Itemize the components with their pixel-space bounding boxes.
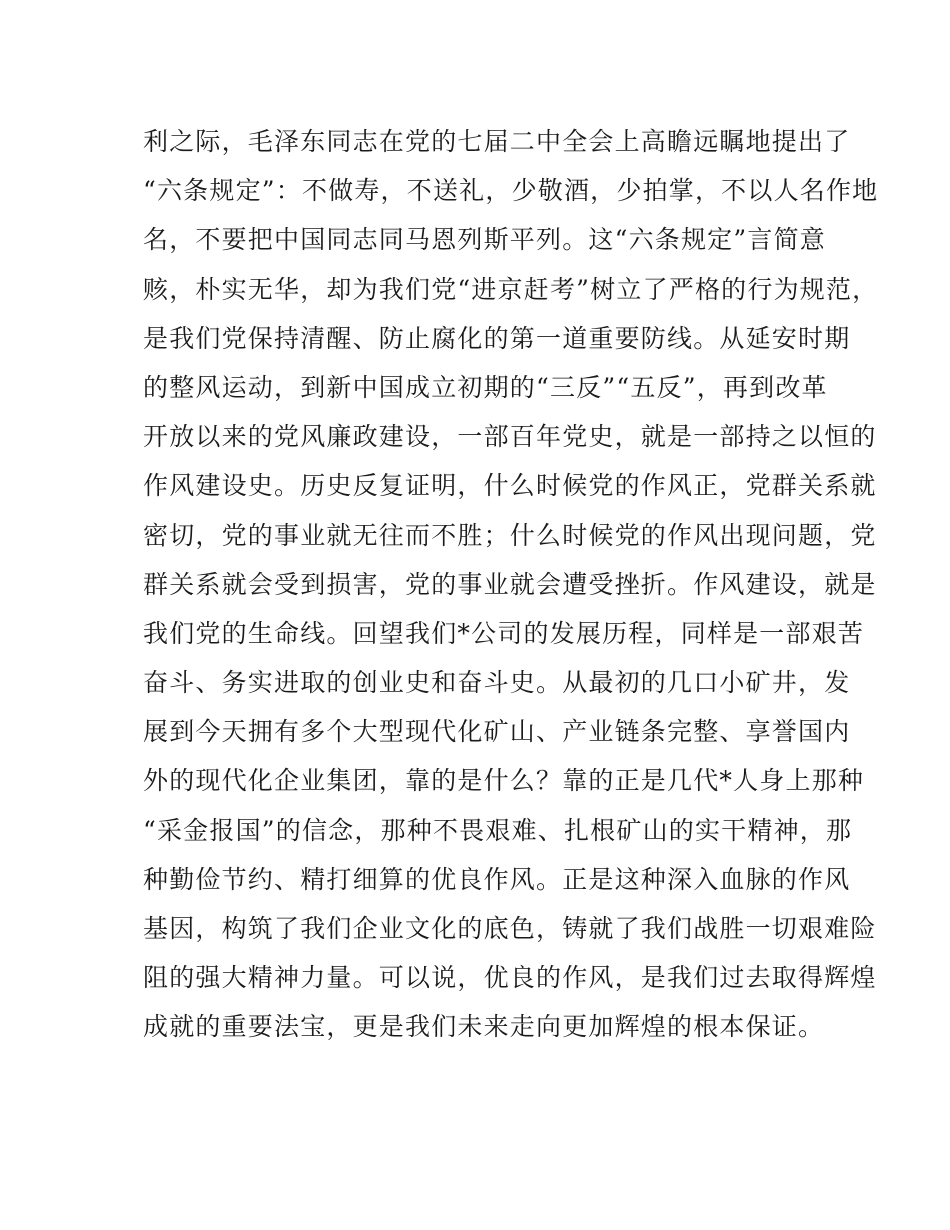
text-line-12: 奋斗、务实进取的创业史和奋斗史。从最初的几口小矿井，发	[143, 668, 851, 698]
text-line-5: 是我们党保持清醒、防止腐化的第一道重要防线。从延安时期	[143, 323, 851, 353]
text-line-3: 名，不要把中国同志同马恩列斯平列。这“六条规定”言简意	[143, 225, 826, 255]
text-line-6: 的整风运动，到新中国成立初期的“三反”“五反”，再到改革	[143, 372, 828, 402]
text-line-16: 种勤俭节约、精打细算的优良作风。正是这种深入血脉的作风	[143, 864, 851, 894]
text-line-15: “采金报国”的信念，那种不畏艰难、扎根矿山的实干精神，那	[143, 815, 853, 845]
text-line-14: 外的现代化企业集团，靠的是什么？靠的正是几代*人身上那种	[143, 766, 865, 796]
text-line-4: 赅，朴实无华，却为我们党“进京赶考”树立了严格的行为规范，	[143, 274, 879, 304]
text-line-10: 群关系就会受到损害，党的事业就会遭受挫折。作风建设，就是	[143, 569, 877, 599]
text-line-13: 展到今天拥有多个大型现代化矿山、产业链条完整、享誉国内	[143, 717, 851, 747]
text-line-19: 成就的重要法宝，更是我们未来走向更加辉煌的根本保证。	[143, 1012, 825, 1042]
text-line-18: 阻的强大精神力量。可以说，优良的作风，是我们过去取得辉煌	[143, 963, 877, 993]
text-line-11: 我们党的生命线。回望我们*公司的发展历程，同样是一部艰苦	[143, 618, 865, 648]
text-line-1: 利之际，毛泽东同志在党的七届二中全会上高瞻远瞩地提出了	[143, 127, 851, 156]
text-line-9: 密切，党的事业就无往而不胜；什么时候党的作风出现问题，党	[143, 520, 877, 550]
text-line-2: “六条规定”：不做寿，不送礼，少敬酒，少拍掌，不以人名作地	[143, 176, 879, 206]
text-line-7: 开放以来的党风廉政建设，一部百年党史，就是一部持之以恒的	[143, 422, 877, 452]
body-paragraph	[143, 117, 879, 1052]
text-line-8: 作风建设史。历史反复证明，什么时候党的作风正，党群关系就	[143, 471, 877, 501]
text-line-17: 基因，构筑了我们企业文化的底色，铸就了我们战胜一切艰难险	[143, 914, 877, 943]
